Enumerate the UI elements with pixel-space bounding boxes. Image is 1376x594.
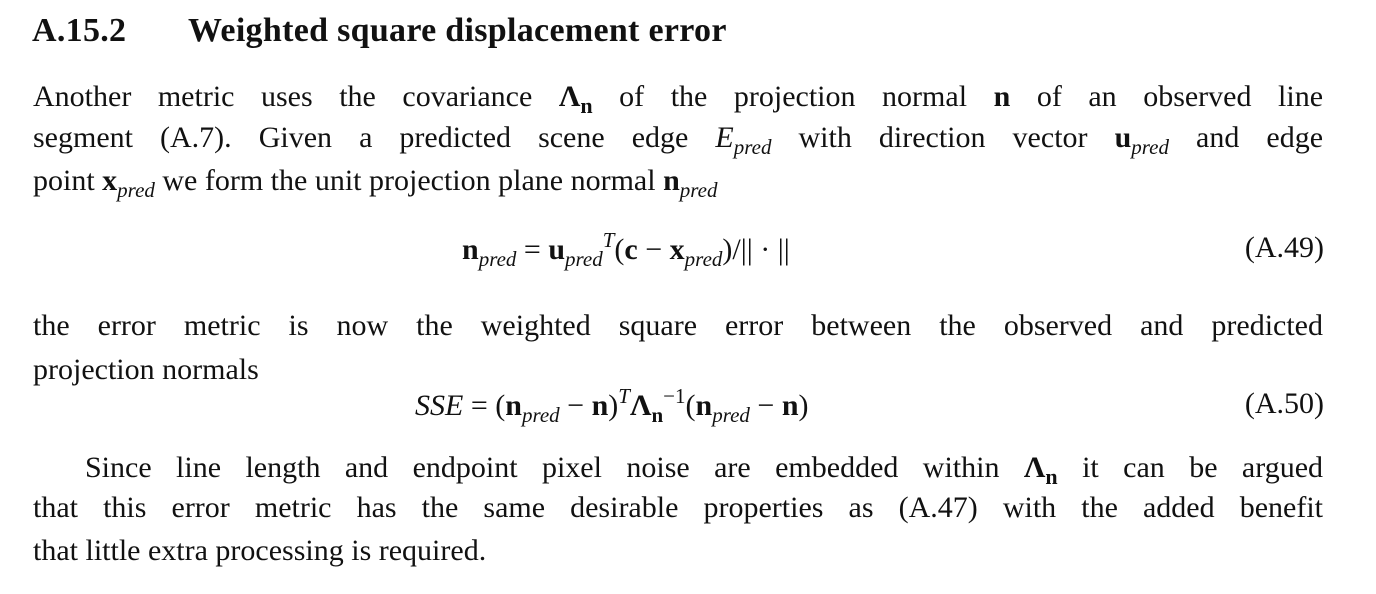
text-run: point bbox=[33, 164, 95, 197]
text-run: Since line length and endpoint pixel noise are embedded within bbox=[85, 451, 1000, 484]
math-n: n bbox=[993, 80, 1011, 113]
equation-a49: $n_{pred} = u_{pred}^T(c - x_{pred})/||$ · || bbox=[462, 228, 790, 271]
section-number: A.15.2 bbox=[32, 12, 127, 49]
equation-number-a49: (A.49) bbox=[1244, 231, 1324, 264]
text-run: we form the unit projection plane normal bbox=[162, 164, 656, 197]
paragraph-3-line-3: that little extra processing is required. bbox=[33, 534, 487, 567]
paragraph-1-line-2 bbox=[33, 120, 1324, 159]
paragraph-2-line-1: the error metric is now the weighted square error between the observed and predicted bbox=[33, 309, 1323, 342]
paragraph-3-line-2: that this error metric has the same desirable properties as (A.47) with the added benefit bbox=[33, 491, 1323, 524]
text-run: it can be argued bbox=[1082, 451, 1324, 484]
paragraph-2-line-2: projection normals bbox=[33, 353, 259, 386]
math-n-pred: $n_{pred}$ bbox=[663, 164, 718, 202]
section-heading bbox=[32, 12, 727, 50]
text-run: with direction vector bbox=[798, 121, 1088, 154]
text-run: of an observed line bbox=[1036, 80, 1324, 113]
paragraph-3-line-1 bbox=[33, 450, 1324, 489]
equation-a50: SSE = $(n_{pred} - n)^T\Lambda_n^{-1}(n_{pred} - n)$ bbox=[415, 384, 809, 427]
text-run: Another metric uses the covariance bbox=[33, 80, 533, 113]
math-e-pred: $E_{pred}$ bbox=[715, 121, 772, 159]
equation-number-a50: (A.50) bbox=[1244, 387, 1324, 420]
math-lambda-n: $\Lambda_n$ bbox=[1023, 451, 1058, 489]
math-x-pred: $x_{pred}$ bbox=[102, 164, 155, 202]
section-title: Weighted square displacement error bbox=[188, 12, 727, 49]
text-run: segment (A.7). Given a predicted scene edge bbox=[33, 121, 689, 154]
paragraph-1-line-1 bbox=[33, 79, 1324, 118]
text-run: of the projection normal bbox=[619, 80, 968, 113]
text-run: and edge bbox=[1196, 121, 1324, 154]
math-u-pred: $u_{pred}$ bbox=[1114, 121, 1169, 159]
math-lambda-n: $\Lambda_n$ bbox=[558, 80, 593, 118]
paragraph-1-line-3 bbox=[33, 163, 1323, 202]
